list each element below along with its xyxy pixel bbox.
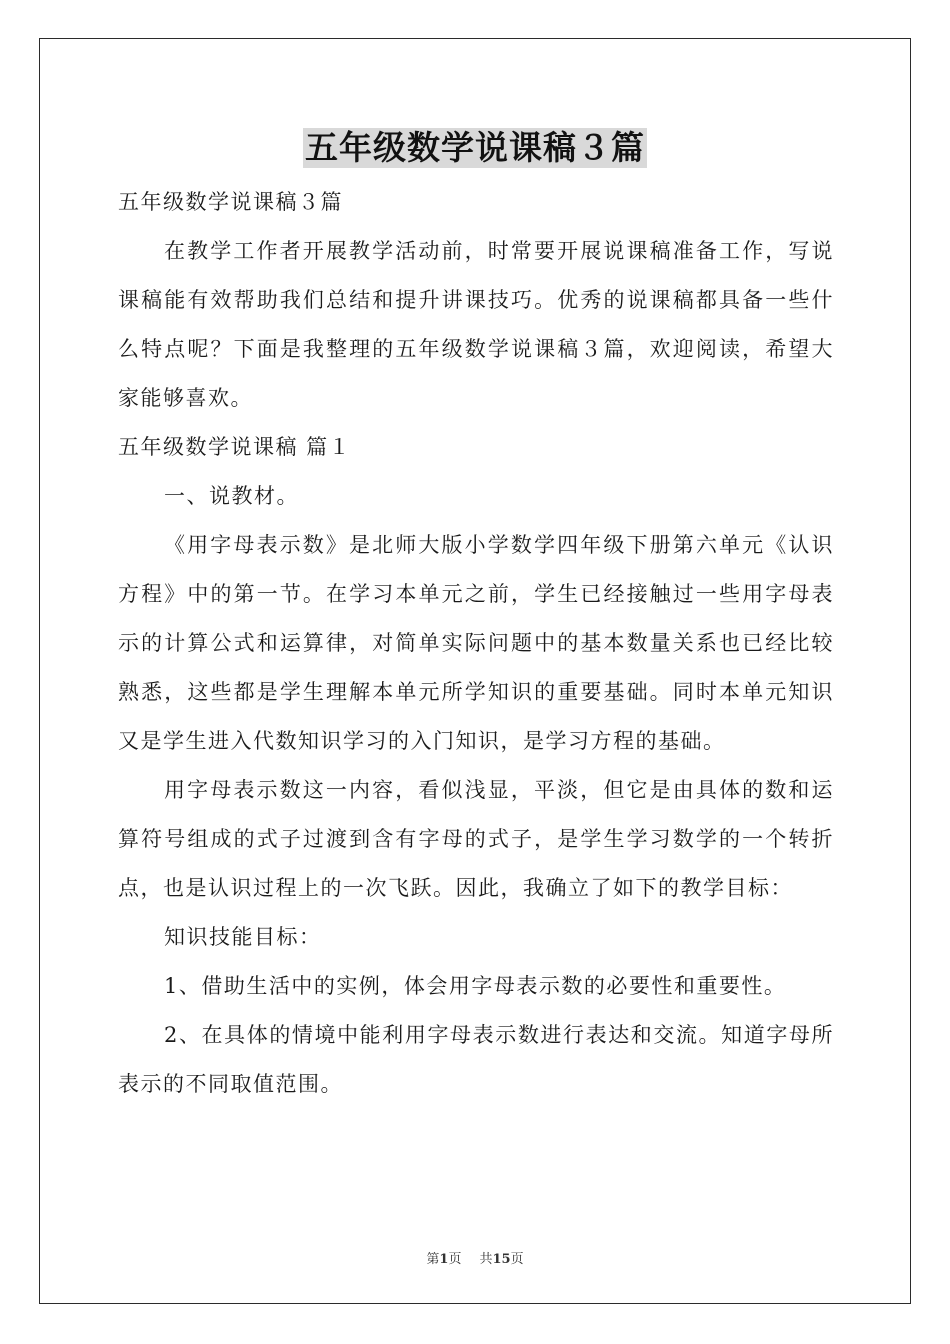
total-pages: 15 — [492, 1252, 511, 1267]
page-footer — [0, 1248, 950, 1267]
paragraph: 知识技能目标： — [164, 925, 322, 949]
title-container — [0, 128, 950, 168]
paragraph: 在教学工作者开展教学活动前，时常要开展说课稿准备工作，写说课稿能有效帮助我们总结和提升讲课技巧。优秀的说课稿都具备一些什么特点呢？下面是我整理的五年级数学说课稿３篇，欢迎阅读，希望大家能够喜欢。 — [118, 239, 834, 410]
list-item: 2、在具体的情境中能利用字母表示数进行表达和交流。知道字母所表示的不同取值范围。 — [118, 1023, 834, 1096]
total-label-suffix: 页 — [510, 1252, 524, 1267]
page-number: 1 — [439, 1252, 449, 1267]
page-label-prefix: 第 — [426, 1252, 440, 1267]
paragraph: 一、说教材。 — [164, 484, 299, 508]
paragraph: 五年级数学说课稿３篇 — [118, 190, 343, 214]
paragraph: 用字母表示数这一内容，看似浅显，平淡，但它是由具体的数和运算符号组成的式子过渡到含有字母的式子，是学生学习数学的一个转折点，也是认识过程上的一次飞跃。因此，我确立了如下的教学目标： — [118, 778, 834, 900]
total-label-prefix: 共 — [479, 1252, 493, 1267]
section-heading: 五年级数学说课稿 篇１ — [118, 435, 352, 459]
document-body — [118, 178, 834, 1109]
list-item: 1、借助生活中的实例，体会用字母表示数的必要性和重要性。 — [164, 974, 787, 998]
paragraph: 《用字母表示数》是北师大版小学数学四年级下册第六单元《认识方程》中的第一节。在学习本单元之前，学生已经接触过一些用字母表示的计算公式和运算律，对简单实际问题中的基本数量关系也已经比较熟悉，这些都是学生理解本单元所学知识的重要基础。同时本单元知识又是学生进入代数知识学习的入门知识，是学习方程的基础。 — [118, 533, 834, 753]
page-label-suffix: 页 — [448, 1252, 462, 1267]
document-title: 五年级数学说课稿３篇 — [305, 128, 645, 167]
